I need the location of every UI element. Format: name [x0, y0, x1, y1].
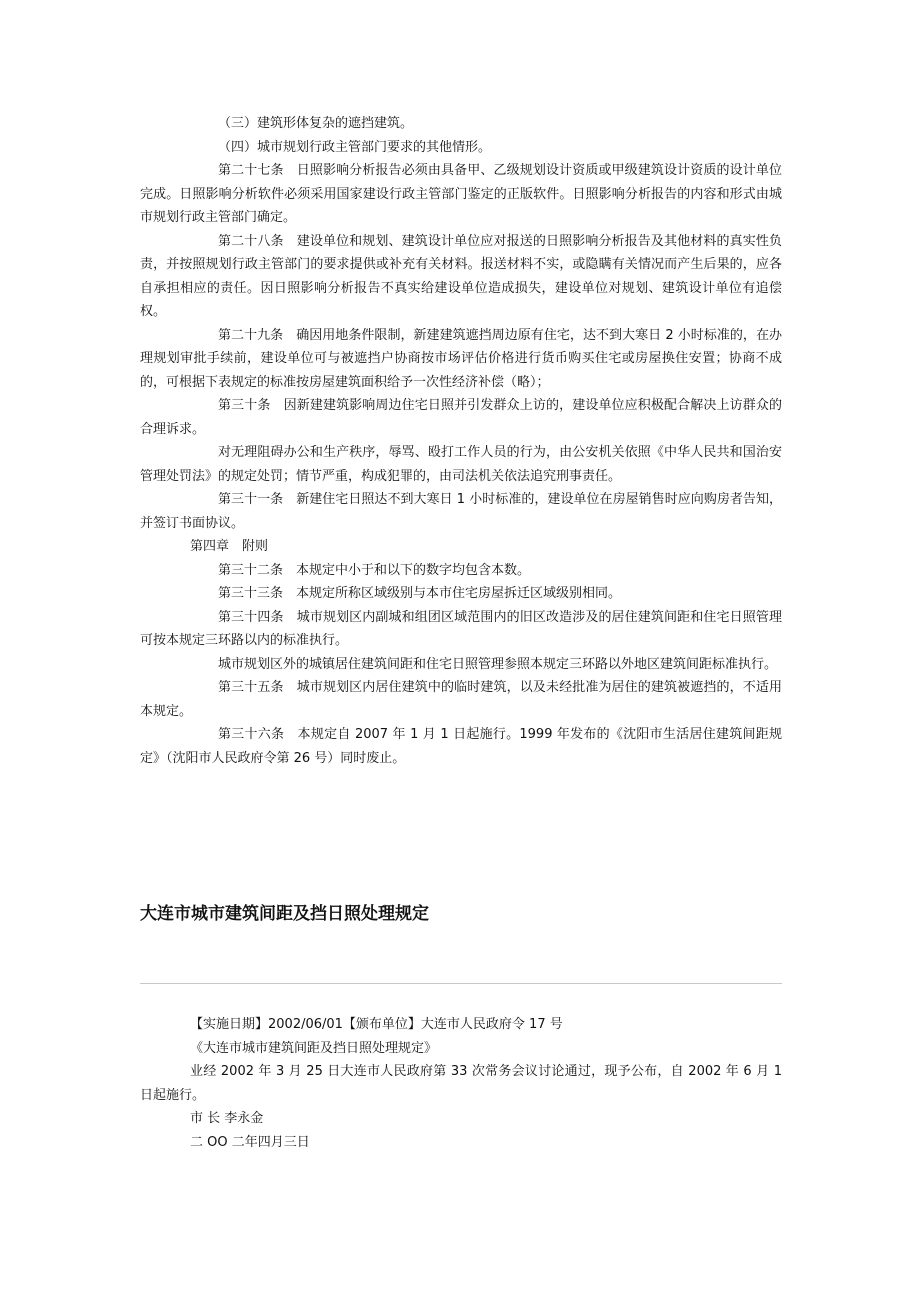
dalian-regulation-header [140, 1013, 782, 1154]
article-36: 第三十六条 本规定自 2007 年 1 月 1 日起施行。1999 年发布的《沈阳市生活居住建筑间距规定》（沈阳市人民政府令第 26 号）同时废止。 [140, 727, 782, 766]
section-divider [140, 983, 782, 984]
article-31: 第三十一条 新建住宅日照达不到大寒日 1 小时标准的，建设单位在房屋销售时应向购房者告知，并签订书面协议。 [140, 492, 782, 531]
article-34-clause-2: 城市规划区外的城镇居住建筑间距和住宅日照管理参照本规定三环路以外地区建筑间距标准执行。 [218, 656, 778, 672]
article-33: 第三十三条 本规定所称区域级别与本市住宅房屋拆迁区域级别相同。 [218, 586, 622, 601]
approval-line: 业经 2002 年 3 月 25 日大连市人民政府第 33 次常务会议讨论通过，现予公布，自 2002 年 6 月 1 日起施行。 [140, 1064, 782, 1103]
shenyang-regulation-excerpt [140, 112, 782, 770]
article-35: 第三十五条 城市规划区内居住建筑中的临时建筑，以及未经批准为居住的建筑被遮挡的，不适用本规定。 [140, 680, 782, 719]
dalian-regulation-title: 大连市城市建筑间距及挡日照处理规定 [140, 904, 429, 924]
article-28: 第二十八条 建设单位和规划、建筑设计单位应对报送的日照影响分析报告及其他材料的真实性负责，并按照规划行政主管部门的要求提供或补充有关材料。报送材料不实，或隐瞒有关情况而产生后果的，应各自承担相应的责任。因日照影响分析报告不真实给建设单位造成损失，建设单位对规划、建筑设计单位有追偿权。 [140, 233, 782, 319]
article-32: 第三十二条 本规定中小于和以下的数字均包含本数。 [218, 562, 531, 578]
effective-date-line: 【实施日期】2002/06/01【颁布单位】大连市人民政府令 17 号 [190, 1017, 563, 1032]
article-29: 第二十九条 确因用地条件限制，新建建筑遮挡周边原有住宅，达不到大寒日 2 小时标准的，在办理规划审批手续前，建设单位可与被遮挡户协商按市场评估价格进行货币购买住宅或房屋换住安置；协商不成的，可根据下表规定的标准按房屋建筑面积给予一次性经济补偿（略）； [140, 327, 782, 390]
article-30: 第三十条 因新建建筑影响周边住宅日照并引发群众上访的，建设单位应积极配合解决上访群众的合理诉求。 [140, 398, 782, 437]
paragraph-item-4: （四）城市规划行政主管部门要求的其他情形。 [218, 139, 492, 155]
chapter-4-title: 第四章 附则 [190, 539, 269, 554]
regulation-name-line: 《大连市城市建筑间距及挡日照处理规定》 [190, 1040, 438, 1056]
paragraph-item-3: （三）建筑形体复杂的遮挡建筑。 [218, 116, 414, 131]
article-34: 第三十四条 城市规划区内副城和组团区域范围内的旧区改造涉及的居住建筑间距和住宅日照管理可按本规定三环路以内的标准执行。 [140, 609, 782, 648]
article-30-clause-2: 对无理阻碍办公和生产秩序，辱骂、殴打工作人员的行为，由公安机关依照《中华人民共和国治安管理处罚法》的规定处罚；情节严重，构成犯罪的，由司法机关依法追究刑事责任。 [140, 445, 782, 484]
article-27: 第二十七条 日照影响分析报告必须由具备甲、乙级规划设计资质或甲级建筑设计资质的设计单位完成。日照影响分析软件必须采用国家建设行政主管部门鉴定的正版软件。日照影响分析报告的内容和形式由城市规划行政主管部门确定。 [140, 163, 782, 225]
issue-date: 二 OO 二年四月三日 [190, 1134, 310, 1150]
mayor-signature: 市 长 李永金 [190, 1111, 264, 1126]
